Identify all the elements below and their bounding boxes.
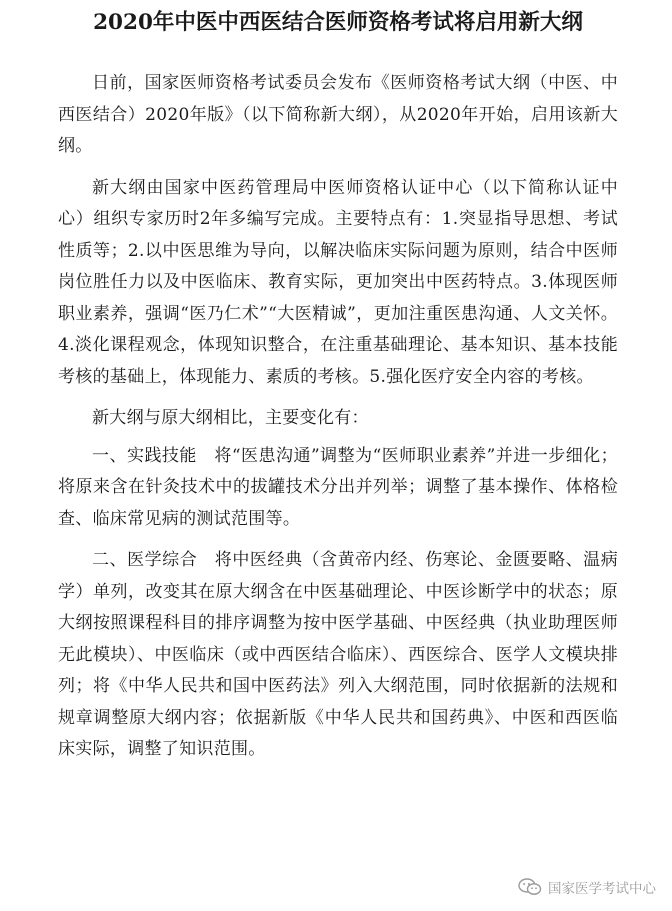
watermark [518,877,656,897]
document-title: 2020年中医中西医结合医师资格考试将启用新大纲 [93,10,583,35]
paragraph-intro: 日前，国家医师资格考试委员会发布《医师资格考试大纲（中医、中西医结合）2020年版》（以下简称新大纲），从2020年开始，启用该新大纲。 [58,73,618,156]
paragraph-changes-heading: 新大纲与原大纲相比，主要变化有： [92,408,369,428]
wechat-icon [518,878,542,896]
paragraph-practical-skills: 一、实践技能 将“医患沟通”调整为“医师职业素养”并进一步细化；将原来含在针灸技术中的拔罐技术分出并列举；调整了基本操作、体格检查、临床常见病的测试范围等。 [58,445,618,529]
paragraph-features: 新大纲由国家中医药管理局中医师资格认证中心（以下简称认证中心）组织专家历时2年多编写完成。主要特点有：1.突显指导思想、考试性质等；2.以中医思维为导向，以解决临床实际问题为原则，结合中医师岗位胜任力以及中医临床、教育实际，更加突出中医药特点。3.体现医师职业素养，强调“医乃仁术”“大医精诚”，更加注重医患沟通、人文关怀。4.淡化课程观念，体现知识整合，在注重基础理论、基本知识、基本技能考核的基础上，体现能力、素质的考核。5.强化医疗安全内容的考核。 [58,177,618,387]
document-body [58,68,618,766]
watermark-text: 国家医学考试中心 [548,881,656,897]
paragraph-medical-comprehensive: 二、医学综合 将中医经典（含黄帝内经、伤寒论、金匮要略、温病学）单列，改变其在原大纲含在中医基础理论、中医诊断学中的状态；原大纲按照课程科目的排序调整为按中医学基础、中医经典（执业助理医师无此模块）、中医临床（或中西医结合临床）、西医综合、医学人文模块排列；将《中华人民共和国中医药法》列入大纲范围，同时依据新的法规和规章调整原大纲内容；依据新版《中华人民共和国药典》、中医和西医临床实际，调整了知识范围。 [58,550,618,759]
